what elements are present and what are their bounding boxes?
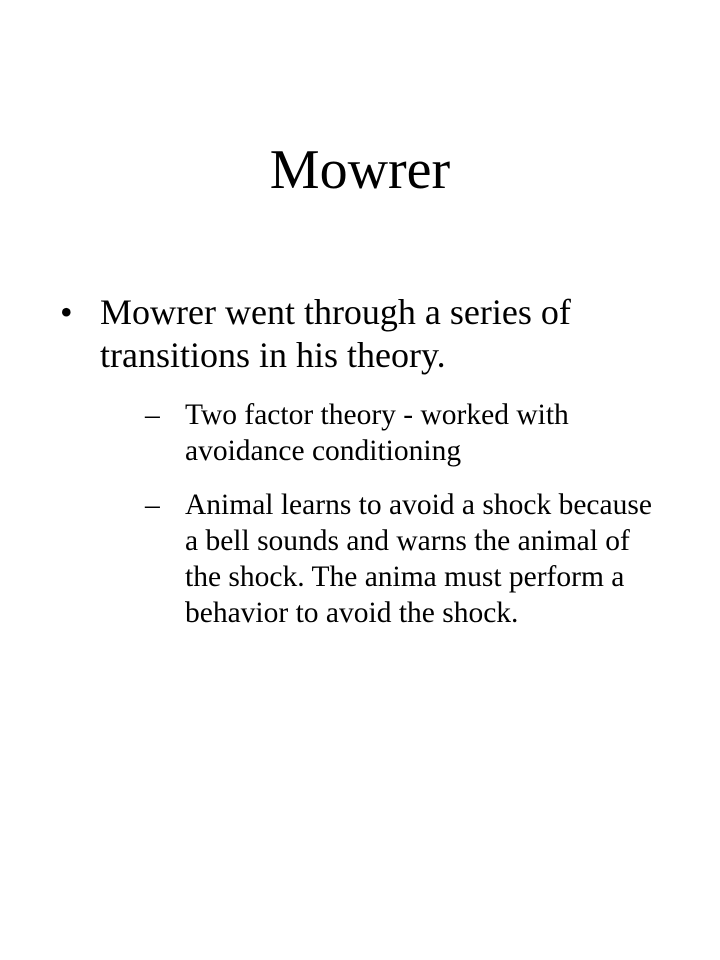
sub-bullet-text: Two factor theory - worked with avoidance conditioning — [185, 399, 569, 467]
sub-bullet-item — [123, 397, 668, 469]
dash-marker-icon: – — [145, 489, 160, 521]
slide-title: Mowrer — [269, 139, 451, 201]
bullet-list — [60, 291, 660, 631]
bullet-marker-icon: • — [60, 292, 73, 332]
sub-bullet-list — [123, 397, 668, 631]
dash-marker-icon: – — [145, 399, 160, 431]
sub-bullet-item — [123, 487, 668, 631]
sub-bullet-text: Animal learns to avoid a shock because a bell sounds and warns the animal of the shock. The anima must perform a behavior to avoid the shock. — [185, 489, 652, 629]
bullet-text: Mowrer went through a series of transitions in his theory. — [100, 292, 571, 375]
bullet-item — [60, 291, 660, 631]
